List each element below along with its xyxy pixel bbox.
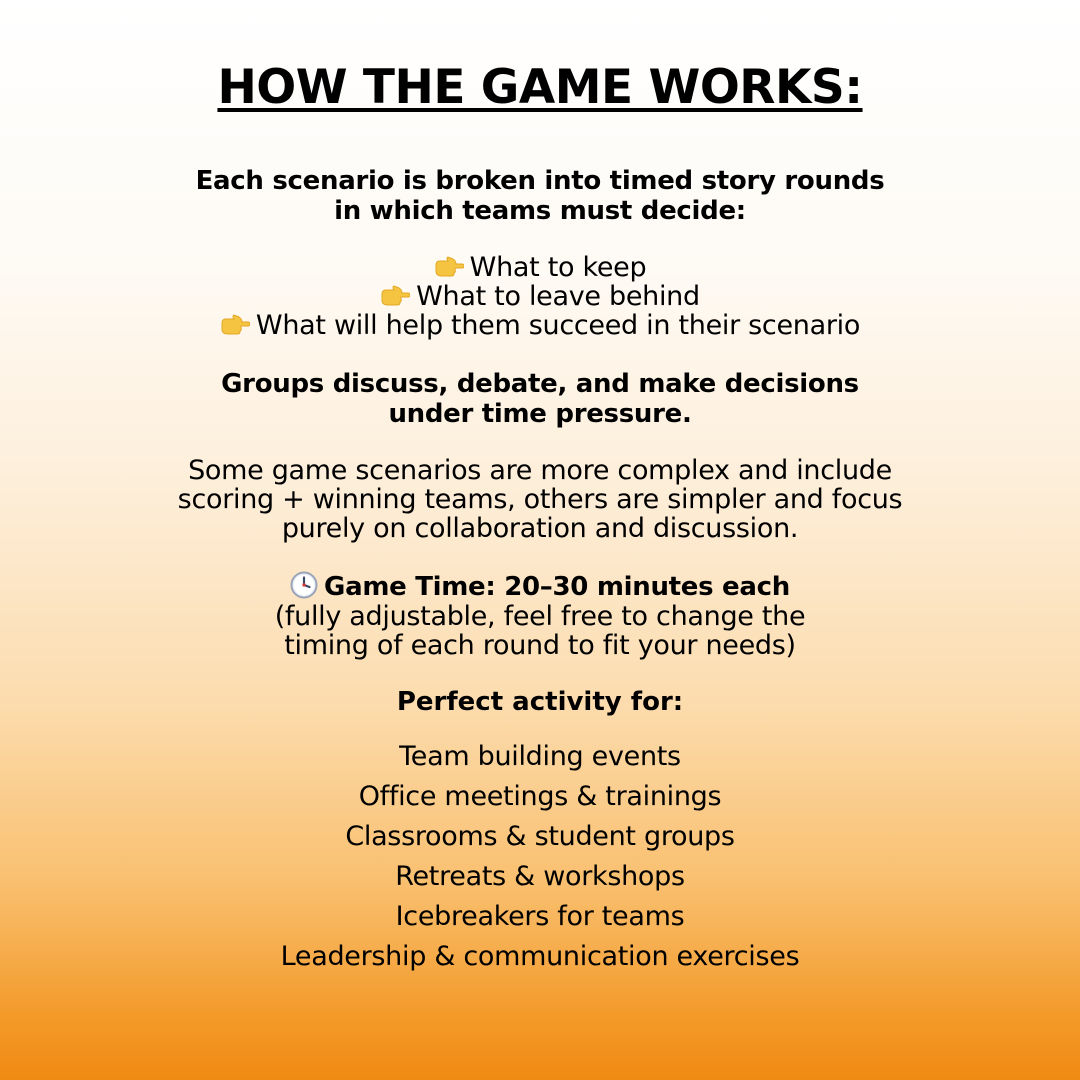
- groups-line-1: Groups discuss, debate, and make decisions: [221, 369, 859, 399]
- intro-line-2: in which teams must decide:: [334, 196, 746, 226]
- decision-item: [0, 253, 1080, 282]
- perfect-activity-heading: Perfect activity for:: [396, 687, 684, 717]
- list-item: Office meetings & trainings: [358, 781, 722, 812]
- list-item: Classrooms & student groups: [345, 821, 735, 852]
- list-item: Icebreakers for teams: [395, 901, 685, 932]
- decision-item: [0, 311, 1080, 340]
- clock-icon: [290, 571, 318, 599]
- game-time-note-line-1: (fully adjustable, feel free to change the: [274, 601, 806, 632]
- decision-item-text: What to leave behind: [416, 281, 700, 312]
- groups-text: [0, 369, 1080, 429]
- pointing-right-icon: [220, 314, 250, 336]
- intro-line-1: Each scenario is broken into timed story rounds: [195, 166, 885, 196]
- pointing-right-icon: [434, 256, 464, 278]
- game-time-section: [0, 571, 1080, 660]
- decision-item-text: What to keep: [469, 252, 647, 283]
- decision-item-text: What will help them succeed in their scenario: [255, 310, 861, 341]
- groups-line-2: under time pressure.: [388, 399, 692, 429]
- complexity-line-2: scoring + winning teams, others are simpler and focus: [177, 484, 903, 515]
- decision-list: [0, 253, 1080, 340]
- game-time-heading: [0, 571, 1080, 602]
- page-title: [0, 58, 1080, 118]
- complexity-line-1: Some game scenarios are more complex and include: [188, 455, 892, 486]
- list-item: Team building events: [399, 741, 681, 772]
- intro-text: [0, 166, 1080, 226]
- list-item: Leadership & communication exercises: [280, 941, 800, 972]
- complexity-text: [0, 456, 1080, 543]
- perfect-activity-list: [0, 737, 1080, 977]
- game-time-label: Game Time: 20–30 minutes each: [324, 572, 790, 602]
- page-title-text: HOW THE GAME WORKS:: [217, 60, 863, 115]
- list-item: Retreats & workshops: [395, 861, 685, 892]
- complexity-line-3: purely on collaboration and discussion.: [281, 513, 799, 544]
- pointing-right-icon: [380, 285, 410, 307]
- game-time-note-line-2: timing of each round to fit your needs): [284, 630, 796, 661]
- decision-item: [0, 282, 1080, 311]
